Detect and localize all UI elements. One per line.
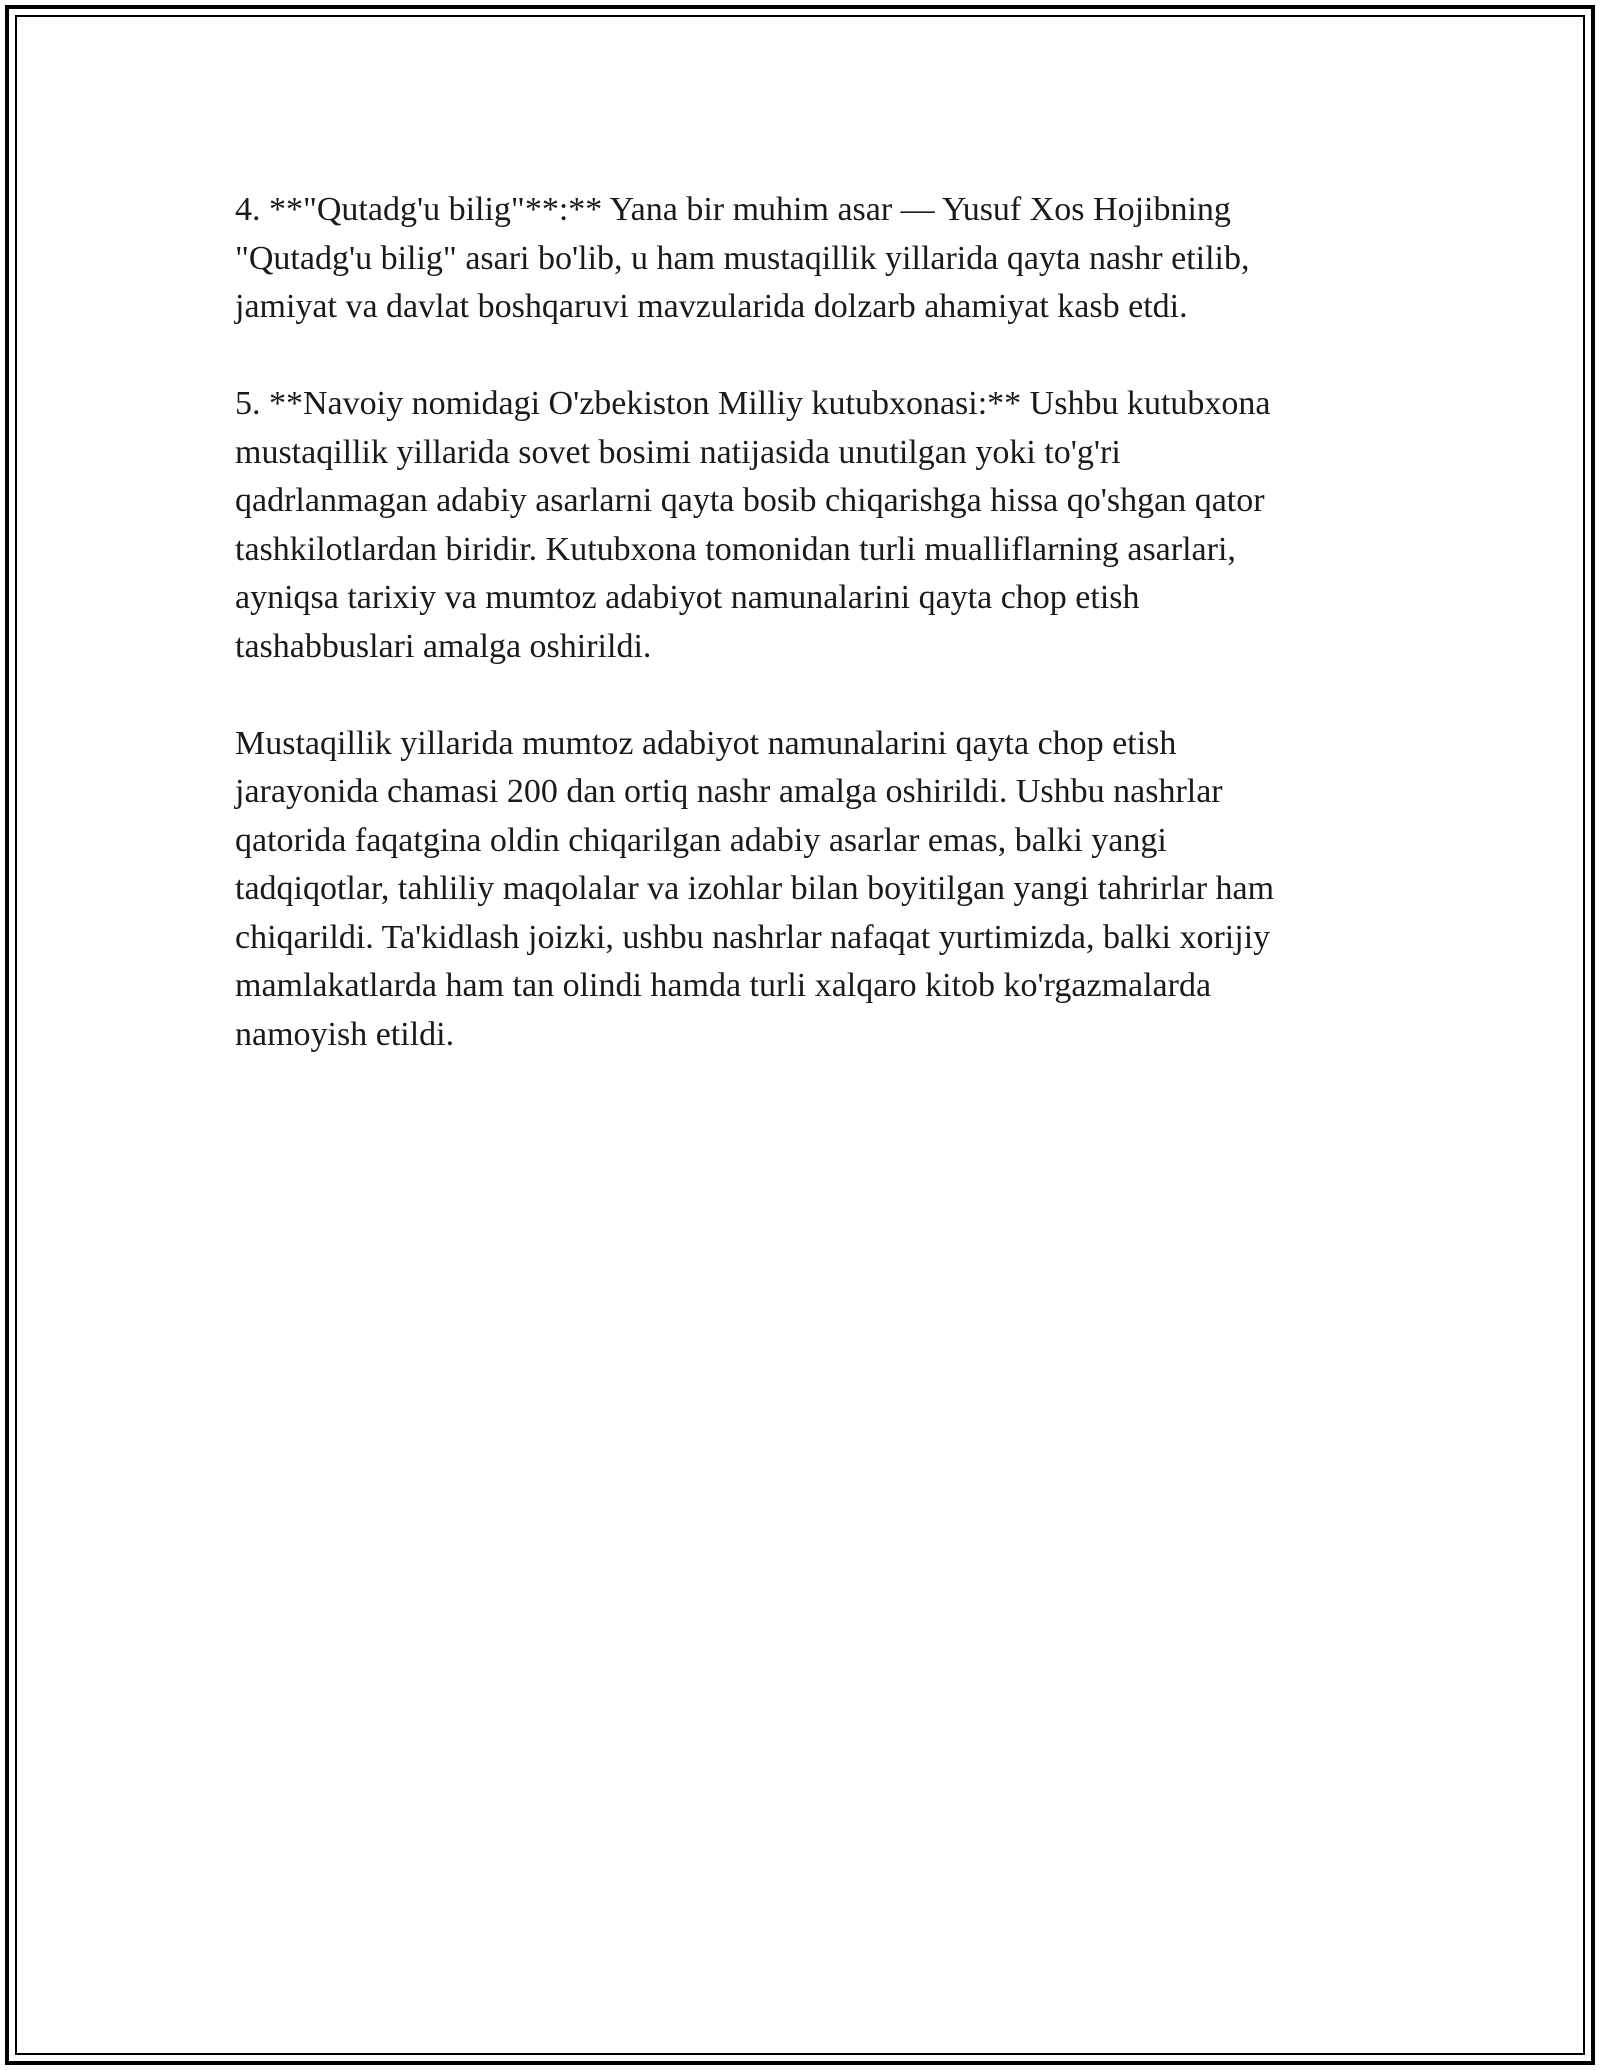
paragraph-republication-summary: Mustaqillik yillarida mumtoz adabiyot namunalarini qayta chop etish jarayonida chamasi 200 dan ortiq nashr amalga oshirildi. Ushbu nashrlar qatorida faqatgina oldin chiqarilgan adabiy asarlar emas, balki yangi tadqiqotlar, tahliliy maqolalar va izohlar bilan boyitilgan yangi tahrirlar ham chiqarildi. Ta'kidlash joizki, ushbu nashrlar nafaqat yurtimizda, balki xorijiy mamlakatlarda ham tan olindi hamda turli xalqaro kitob ko'rgazmalarda namoyish etildi. [235, 724, 1275, 1053]
document-body [235, 186, 1365, 1108]
paragraph-qutadgu-bilig: 4. **"Qutadg'u bilig"**:** Yana bir muhim asar — Yusuf Xos Hojibning "Qutadg'u bilig" asari bo'lib, u ham mustaqillik yillarida qayta nashr etilib, jamiyat va davlat boshqaruvi mavzularida dolzarb ahamiyat kasb etdi. [235, 191, 1250, 325]
paragraph-national-library: 5. **Navoiy nomidagi O'zbekiston Milliy kutubxonasi:** Ushbu kutubxona mustaqillik yillarida sovet bosimi natijasida unutilgan yoki to'g'ri qadrlanmagan adabiy asarlarni qayta bosib chiqarishga hissa qo'shgan qator tashkilotlardan biridir. Kutubxona tomonidan turli mualliflarning asarlari, ayniqsa tarixiy va mumtoz adabiyot namunalarini qayta chop etish tashabbuslari amalga oshirildi. [235, 385, 1271, 665]
